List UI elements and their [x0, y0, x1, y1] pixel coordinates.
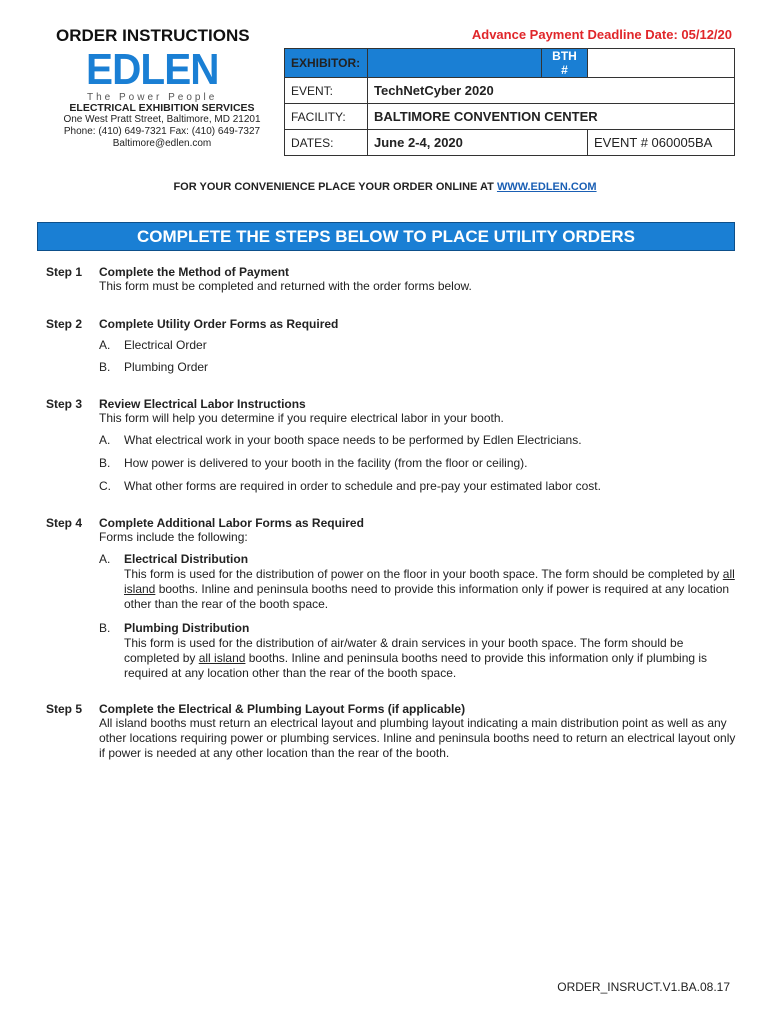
dates-row — [285, 130, 735, 156]
company-phone: Phone: (410) 649-7321 Fax: (410) 649-7327 — [63, 126, 261, 137]
sub-item — [99, 456, 739, 471]
steps-banner: COMPLETE THE STEPS BELOW TO PLACE UTILITY ORDERS — [37, 222, 735, 251]
event-row — [285, 78, 735, 104]
step-title: Review Electrical Labor Instructions — [99, 397, 306, 411]
facility-value: BALTIMORE CONVENTION CENTER — [368, 104, 735, 130]
text-part: booths. Inline and peninsula booths need to provide this information only if power is required at any location other than the rear of the booth space. — [124, 582, 730, 611]
dates-label: DATES: — [285, 130, 368, 156]
company-name: ELECTRICAL EXHIBITION SERVICES — [69, 102, 255, 114]
exhibitor-label: EXHIBITOR: — [285, 49, 368, 78]
company-block — [40, 102, 284, 150]
step-number: Step 1 — [46, 265, 83, 279]
payment-deadline: Advance Payment Deadline Date: 05/12/20 — [471, 27, 732, 42]
sub-text: What other forms are required in order to schedule and pre-pay your estimated labor cost. — [124, 479, 601, 493]
step-description: All island booths must return an electrical layout and plumbing layout indicating a main distribution point as well as any other locations requiring power or plumbing services. Inline and peninsula booths need to return an electrical layout only if power is needed at any other location than the rear of the booth. — [99, 716, 736, 760]
sub-item — [99, 338, 739, 353]
step-title: Complete Additional Labor Forms as Required — [99, 516, 364, 530]
logo-tagline: The Power People — [87, 92, 218, 103]
edlen-website-link[interactable]: WWW.EDLEN.COM — [496, 181, 597, 193]
event-info-table — [284, 48, 735, 156]
underlined-text: all island — [124, 567, 735, 596]
text-part: This form is used for the distribution of air/water & drain services in your booth space. The form should be completed by — [124, 636, 684, 665]
step-description: Forms include the following: — [99, 530, 248, 544]
sub-letter: B. — [99, 456, 111, 470]
step-description: This form will help you determine if you require electrical labor in your booth. — [99, 411, 504, 425]
sub-item — [99, 552, 739, 612]
sub-letter: B. — [99, 621, 111, 635]
step-title: Complete Utility Order Forms as Required — [99, 317, 339, 331]
form-code-footer: ORDER_INSRUCT.V1.BA.08.17 — [557, 980, 730, 994]
company-email: Baltimore@edlen.com — [112, 138, 212, 149]
sub-text: What electrical work in your booth space needs to be performed by Edlen Electricians. — [124, 433, 582, 447]
online-order-text: FOR YOUR CONVENIENCE PLACE YOUR ORDER ONLINE AT — [173, 181, 497, 193]
sub-text: How power is delivered to your booth in the facility (from the floor or ceiling). — [124, 456, 528, 470]
sub-letter: A. — [99, 338, 111, 352]
order-instructions-title: ORDER INSTRUCTIONS — [56, 26, 250, 45]
company-address: One West Pratt Street, Baltimore, MD 21201 — [63, 114, 261, 125]
online-order-note — [0, 181, 770, 193]
logo-wordmark: EDLEN — [86, 45, 219, 94]
step-number: Step 4 — [46, 516, 83, 530]
sub-letter: A. — [99, 552, 111, 566]
sub-item — [99, 621, 739, 681]
plumbing-distribution-title: Plumbing Distribution — [124, 621, 250, 635]
electrical-order-item: Electrical Order — [124, 338, 207, 352]
exhibitor-value[interactable] — [368, 49, 542, 78]
exhibitor-row — [285, 49, 735, 78]
underlined-text: all island — [198, 651, 246, 665]
event-number: EVENT # 060005BA — [588, 130, 735, 156]
electrical-distribution-title: Electrical Distribution — [124, 552, 249, 566]
sub-letter: B. — [99, 360, 111, 374]
bth-value[interactable] — [588, 49, 735, 78]
step-number: Step 3 — [46, 397, 83, 411]
plumbing-order-item: Plumbing Order — [124, 360, 209, 374]
sub-letter: C. — [99, 479, 111, 493]
edlen-logo — [86, 45, 220, 103]
sub-item — [99, 360, 739, 375]
sub-letter: A. — [99, 433, 111, 447]
text-part: This form is used for the distribution of power on the floor in your booth space. The form should be completed by — [124, 567, 723, 581]
dates-value: June 2-4, 2020 — [368, 130, 588, 156]
step-title: Complete the Method of Payment — [99, 265, 290, 279]
sub-item — [99, 433, 739, 448]
sub-item — [99, 479, 739, 494]
bth-label: BTH # — [542, 49, 588, 78]
facility-row — [285, 104, 735, 130]
event-value: TechNetCyber 2020 — [368, 78, 735, 104]
step-number: Step 5 — [46, 702, 83, 716]
step-number: Step 2 — [46, 317, 83, 331]
plumbing-distribution-text — [124, 636, 739, 681]
text-part: booths. Inline and peninsula booths need to provide this information only if plumbing is required at any location other than the rear of the booth space. — [124, 651, 708, 680]
step-description: This form must be completed and returned with the order forms below. — [99, 279, 472, 293]
facility-label: FACILITY: — [285, 104, 368, 130]
event-label: EVENT: — [285, 78, 368, 104]
step-title: Complete the Electrical & Plumbing Layout Forms (if applicable) — [99, 702, 466, 716]
electrical-distribution-text — [124, 567, 739, 612]
